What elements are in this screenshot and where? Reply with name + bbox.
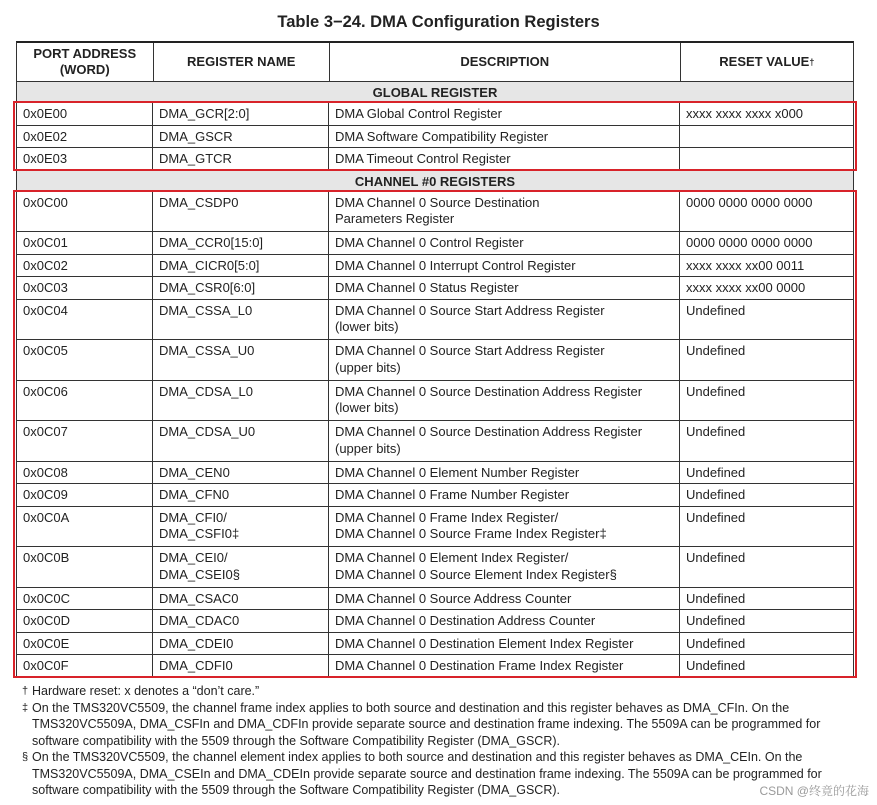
table-row [16, 610, 854, 633]
table-row [16, 633, 854, 656]
description-line: DMA Channel 0 Source Start Address Register [335, 302, 605, 318]
description-line: DMA Channel 0 Source Address Counter [335, 590, 572, 606]
table-row [16, 300, 854, 341]
reset-value-cell: xxxx xxxx xx00 0011 [686, 257, 805, 273]
register-name-cell [153, 340, 329, 380]
header-register-name: REGISTER NAME [154, 43, 330, 81]
description-cell [329, 633, 680, 655]
description-line: DMA Channel 0 Status Register [335, 280, 519, 295]
register-name-line: DMA_CSR0[6:0] [159, 280, 256, 295]
description-cell [329, 232, 680, 254]
register-name-cell [153, 300, 329, 340]
port-address-cell: 0x0C07 [17, 421, 153, 461]
register-name-line: DMA_CSSA_U0 [159, 343, 255, 358]
register-name-cell: DMA_GTCR [153, 148, 329, 170]
table-row [16, 340, 854, 381]
reset-value-cell: Undefined [686, 613, 746, 628]
reset-value-cell: Undefined [686, 658, 746, 673]
port-address-cell: 0x0C05 [17, 340, 153, 380]
register-name-cell: DMA_GSCR [153, 126, 329, 148]
table-row [16, 547, 854, 588]
reset-value-cell: Undefined [686, 509, 746, 525]
table-row [16, 148, 854, 171]
description-cell [329, 255, 680, 277]
header-port-line1: PORT ADDRESS [33, 46, 137, 61]
table-row [16, 126, 854, 149]
table-row [16, 277, 854, 300]
footnote-text: On the TMS320VC5509, the channel element index applies to both source and destination and this register behaves as DMA_CEIn. On the TMS320VC5509A, DMA_CSEIn and DMA_CDEIn provide separate source and destination frame indexing. The 5509A can be programmed for software compatibility with the 5509 through the Software Compatibility Register (DMA_GSCR). [32, 750, 822, 797]
port-address-cell: 0x0C01 [17, 232, 153, 254]
reset-value-cell: Undefined [686, 590, 746, 606]
register-name-line: DMA_CEN0 [159, 464, 230, 480]
header-reset-value [681, 43, 853, 81]
reset-value-cell: 0000 0000 0000 0000 [686, 235, 813, 250]
reset-value-cell: Undefined [686, 635, 746, 651]
port-address-cell: 0x0C0D [17, 610, 153, 632]
footnote-section-sign [22, 749, 862, 799]
description-line: (upper bits) [335, 359, 401, 375]
table-row [16, 507, 854, 548]
description-cell [329, 507, 680, 547]
register-name-line: DMA_CSDP0 [159, 194, 239, 210]
reset-value-cell [680, 126, 853, 148]
watermark: CSDN @终竟的花海 [759, 784, 869, 798]
footnotes [22, 683, 862, 799]
register-name-line: DMA_CDSA_U0 [159, 424, 256, 439]
port-address-cell: 0x0C0C [17, 588, 153, 610]
description-line: DMA Channel 0 Source Destination Address Register [335, 424, 643, 439]
header-port-line2: (WORD) [59, 62, 110, 77]
register-name-line: DMA_CDFI0 [159, 658, 233, 673]
description-cell [329, 547, 680, 587]
description-line: DMA Channel 0 Source Element Index Register§ [335, 566, 617, 582]
reset-value-cell: Undefined [686, 464, 746, 480]
description-cell [329, 381, 680, 421]
port-address-cell: 0x0C00 [17, 192, 153, 232]
description-line: (lower bits) [335, 400, 399, 415]
register-name-line: DMA_CSEI0§ [159, 566, 240, 582]
table-row [16, 655, 854, 678]
description-line: DMA Channel 0 Destination Frame Index Register [335, 658, 624, 673]
header-reset-label: RESET VALUE [719, 54, 810, 69]
port-address-cell: 0x0E00 [17, 103, 153, 125]
description-line: DMA Channel 0 Control Register [335, 235, 524, 250]
table-row [16, 381, 854, 422]
port-address-cell: 0x0C08 [17, 462, 153, 484]
register-name-line: DMA_CFI0/ [159, 509, 227, 525]
description-cell [329, 610, 680, 632]
port-address-cell: 0x0C02 [17, 255, 153, 277]
table-row [16, 484, 854, 507]
description-cell [329, 484, 680, 506]
description-cell [329, 421, 680, 461]
register-name-cell [153, 462, 329, 484]
description-cell [329, 340, 680, 380]
port-address-cell: 0x0C04 [17, 300, 153, 340]
reset-value-cell: Undefined [686, 383, 746, 399]
header-port-address [17, 43, 154, 81]
register-name-line: DMA_CICR0[5:0] [159, 257, 260, 273]
register-name-cell [153, 633, 329, 655]
header-description: DESCRIPTION [330, 43, 681, 81]
port-address-cell: 0x0C0A [17, 507, 153, 547]
description-line: DMA Channel 0 Frame Index Register/ [335, 509, 559, 525]
reset-value-cell: Undefined [686, 343, 746, 358]
port-address-cell: 0x0C0F [17, 655, 153, 677]
register-name-line: DMA_CDSA_L0 [159, 383, 253, 399]
register-name-cell [153, 255, 329, 277]
reset-value-cell: xxxx xxxx xxxx x000 [686, 106, 804, 121]
description-cell [329, 277, 680, 299]
description-line: DMA Channel 0 Interrupt Control Register [335, 257, 576, 273]
section-channel0-registers [16, 171, 854, 192]
register-name-cell [153, 421, 329, 461]
table-row [16, 232, 854, 255]
register-name-line: DMA_CEI0/ [159, 550, 228, 565]
register-name-cell [153, 381, 329, 421]
description-line: (upper bits) [335, 440, 401, 456]
table-row [16, 462, 854, 485]
description-cell: DMA Global Control Register [329, 103, 680, 125]
description-line: DMA Channel 0 Element Number Register [335, 464, 580, 480]
footnote-mark: ‡ [22, 701, 29, 714]
reset-value-cell: Undefined [686, 487, 746, 502]
register-name-line: DMA_CFN0 [159, 487, 230, 502]
table-row [16, 588, 854, 611]
table-title: Table 3−24. DMA Configuration Registers [277, 13, 600, 31]
register-name-cell [153, 655, 329, 677]
register-name-cell [153, 484, 329, 506]
port-address-cell: 0x0C0E [17, 633, 153, 655]
register-name-cell [153, 507, 329, 547]
dagger-mark: † [809, 57, 815, 67]
register-name-line: DMA_CSSA_L0 [159, 302, 253, 318]
section-label: CHANNEL #0 REGISTERS [354, 173, 516, 189]
description-line: DMA Channel 0 Source Frame Index Register‡ [335, 526, 607, 541]
description-line: DMA Channel 0 Frame Number Register [335, 487, 570, 502]
port-address-cell: 0x0C0B [17, 547, 153, 587]
description-cell [329, 192, 680, 232]
register-name-line: DMA_CCR0[15:0] [159, 235, 264, 250]
register-name-cell [153, 277, 329, 299]
description-line: DMA Channel 0 Source Start Address Register [335, 343, 605, 358]
description-cell: DMA Timeout Control Register [329, 148, 680, 170]
section-label: GLOBAL REGISTER [372, 85, 498, 100]
description-line: DMA Channel 0 Destination Element Index Register [335, 635, 634, 651]
register-name-line: DMA_CSFI0‡ [159, 526, 240, 541]
reset-value-cell: Undefined [686, 424, 746, 439]
table-row [16, 255, 854, 278]
description-line: DMA Channel 0 Source Destination [335, 194, 540, 210]
dma-register-table [16, 41, 854, 678]
reset-value-cell: 0000 0000 0000 0000 [686, 194, 813, 210]
reset-value-cell: xxxx xxxx xx00 0000 [686, 280, 806, 295]
description-line: Parameters Register [335, 211, 455, 226]
register-name-cell [153, 610, 329, 632]
register-name-cell [153, 192, 329, 232]
footnote-text: On the TMS320VC5509, the channel frame index applies to both source and destination and this register behaves as DMA_CFIn. On the TMS320VC5509A, DMA_CSFIn and DMA_CDFIn provide separate source and destination frame indexing. The 5509A can be programmed for software compatibility with the 5509 through the Software Compatibility Register (DMA_GSCR). [32, 700, 821, 748]
register-name-line: DMA_CDAC0 [159, 613, 240, 628]
footnote-mark: § [22, 751, 29, 763]
register-name-cell [153, 588, 329, 610]
description-cell [329, 655, 680, 677]
footnote-mark: † [22, 685, 29, 697]
register-name-cell [153, 547, 329, 587]
description-cell [329, 462, 680, 484]
table-row [16, 421, 854, 462]
port-address-cell: 0x0C03 [17, 277, 153, 299]
register-name-cell [153, 232, 329, 254]
description-cell: DMA Software Compatibility Register [329, 126, 680, 148]
description-line: (lower bits) [335, 319, 399, 334]
register-name-line: DMA_CDEI0 [159, 635, 234, 651]
description-line: DMA Channel 0 Source Destination Address Register [335, 383, 643, 399]
description-line: DMA Channel 0 Destination Address Counter [335, 613, 596, 628]
reset-value-cell: Undefined [686, 550, 746, 565]
table-row [16, 103, 854, 126]
reset-value-cell [680, 148, 853, 170]
port-address-cell: 0x0C09 [17, 484, 153, 506]
reset-value-cell: Undefined [686, 302, 746, 318]
register-name-cell: DMA_GCR[2:0] [153, 103, 329, 125]
footnote-dagger [22, 683, 862, 700]
footnote-text: Hardware reset: x denotes a “don’t care.” [32, 684, 260, 698]
section-global-register [16, 82, 854, 103]
footnote-double-dagger [22, 700, 862, 750]
port-address-cell: 0x0E03 [17, 148, 153, 170]
table-header-row [16, 41, 854, 82]
table-row [16, 192, 854, 233]
description-cell [329, 588, 680, 610]
description-cell [329, 300, 680, 340]
port-address-cell: 0x0E02 [17, 126, 153, 148]
port-address-cell: 0x0C06 [17, 381, 153, 421]
description-line: DMA Channel 0 Element Index Register/ [335, 550, 569, 565]
register-name-line: DMA_CSAC0 [159, 590, 239, 606]
